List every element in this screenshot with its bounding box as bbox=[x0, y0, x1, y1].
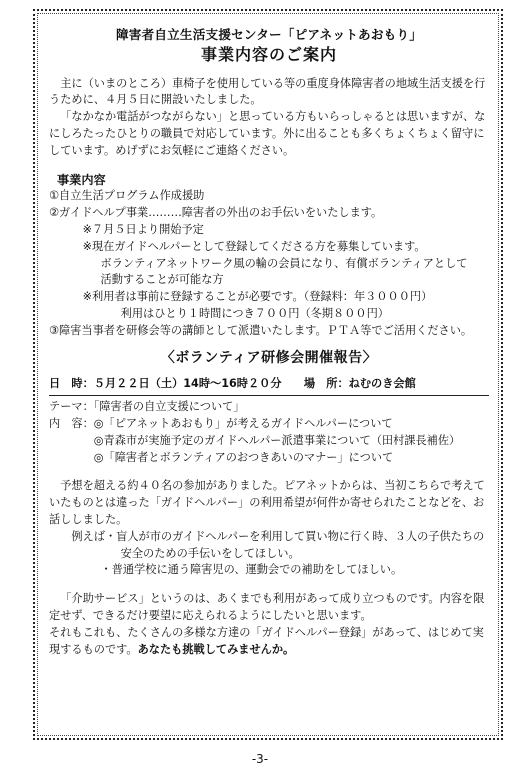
report-paragraph-3-text: それもこれも、たくさんの多様な方達の「ガイドヘルパー登録」があって、はじめて実現するものです。 bbox=[49, 625, 484, 656]
intro-paragraph-2: 「なかなか電話がつながらない」と思っている方もいらっしゃるとは思いますが、なにしろたったひとりの職員で対応しています。外に出ることも多くちょくちょく留守にしています。めげずにお気軽にご連絡ください。 bbox=[49, 110, 486, 157]
seminar-title: 〈ボランティア研修会開催報告〉 bbox=[160, 349, 378, 366]
service-note-start-date: ※７月５日より開始予定 bbox=[82, 222, 204, 236]
report-paragraph-3 bbox=[49, 625, 489, 659]
service-item-2: ②ガイドヘルプ事業………障害者の外出のお手伝いをいたします。 bbox=[49, 206, 383, 220]
report-paragraph-3-emphasis: あなたも挑戦してみませんか。 bbox=[137, 642, 295, 656]
seminar-content-1: 内 容：◎「ピアネットあおもり」が考えるガイドヘルパーについて bbox=[49, 416, 393, 430]
report-paragraph-1: 予想を超える約４０名の参加がありました。ピアネットからは、当初こちらで考えていたものとは違った「ガイドヘルパー」の利用希望が何件か寄せられたことなどを、お話ししました。 bbox=[49, 479, 485, 526]
service-item-1: ①自立生活プログラム作成援助 bbox=[49, 189, 205, 203]
content-area bbox=[49, 23, 489, 730]
org-title: 障害者自立生活支援センター「ピアネットあおもり」 bbox=[115, 27, 423, 42]
service-note-recruit-3: 活動することが可能な方 bbox=[100, 273, 224, 287]
intro-paragraph-1: 主に（いまのところ）車椅子を使用している等の重度身体障害者の地域生活支援を行うために、４月５日に開設いたしました。 bbox=[49, 76, 486, 107]
report-example-2: ・普通学校に通う障害児の、運動会での補助をしてほしい。 bbox=[100, 563, 403, 577]
page-title: 事業内容のご案内 bbox=[200, 44, 337, 64]
seminar-content-3: ◎「障害者とボランティアのおつきあいのマナー」について bbox=[93, 450, 394, 464]
services-heading: 事業内容 bbox=[57, 172, 106, 187]
service-item-3: ③障害当事者を研修会等の講師として派遣いたします。ＰＴＡ等でご活用ください。 bbox=[49, 323, 473, 337]
seminar-date-place: 日 時：５月２２日（土）14時〜16時２０分 場 所：ねむのき会館 bbox=[49, 377, 416, 391]
page-number: -3- bbox=[251, 752, 269, 766]
report-paragraph-2: 「介助サービス」というのは、あくまでも利用があって成り立つものです。内容を限定せず、できるだけ要望に応えられるようにしたいと思います。 bbox=[49, 592, 485, 622]
service-note-fee: 利用はひとり１時間につき７００円（冬期８００円） bbox=[120, 306, 389, 320]
service-note-recruit-2: ボランティアネットワーク風の輪の会員になり、有償ボランティアとして bbox=[100, 256, 468, 270]
report-example-1: 例えば・盲人が市のガイドヘルパーを利用して買い物に行く時、３人の子供たちの bbox=[71, 529, 485, 543]
seminar-content-2: ◎青森市が実施予定のガイドヘルパー派遣事業について（田村課長補佐） bbox=[93, 433, 461, 447]
service-note-registration: ※利用者は事前に登録することが必要です。（登録料：年３０００円） bbox=[82, 290, 433, 304]
report-example-1b: 安全のための手伝いをしてほしい。 bbox=[120, 546, 300, 560]
page-border bbox=[33, 9, 503, 740]
seminar-theme: テーマ：「障害者の自立支援について」 bbox=[49, 400, 245, 414]
divider bbox=[49, 395, 489, 396]
service-note-recruit: ※現在ガイドヘルパーとして登録してくださる方を募集しています。 bbox=[82, 239, 426, 253]
